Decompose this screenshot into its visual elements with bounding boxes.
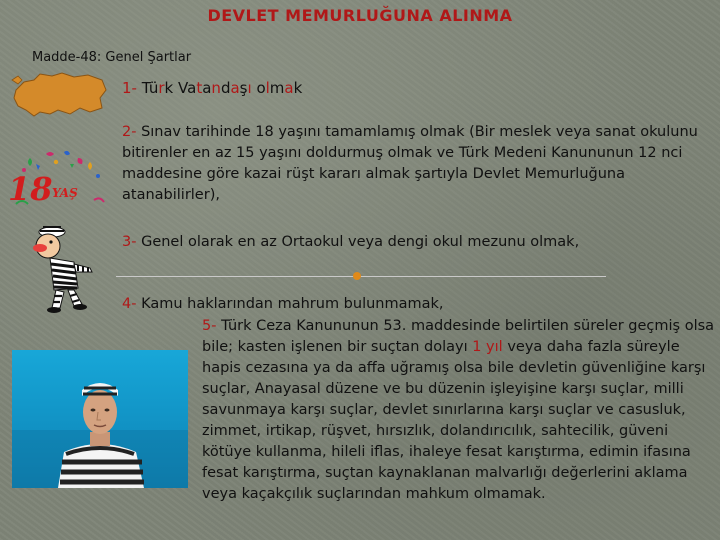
slide-title: DEVLET MEMURLUĞUNA ALINMA bbox=[207, 6, 513, 25]
requirement-5-text-after: veya daha fazla süreyle hapis cezasına ya da affa uğramış olsa bile devletin güvenliğine karşı suçlar, Anayasal düzene ve bu düzenin işleyişine karşı suçlar, milli savunmaya karşı suçlar, devlet sınırlarına karşı suçlar ve casusluk, zimmet, irtikap, rüşvet, hırsızlık, dolandırıcılık, sahtecilik, güveni kötüye kullanma, hileli iflas, ihaleye fesat karıştırma, edimin ifasına fesat karıştırma, suçtan kaynaklanan malvarlığı değerlerini aklama veya kaçakçılık suçlarından mahkum olmamak. bbox=[202, 339, 706, 502]
requirement-3-text: Genel olarak en az Ortaokul veya dengi okul mezunu olmak, bbox=[141, 234, 580, 250]
requirement-2-text: Sınav tarihinde 18 yaşını tamamlamış olmak (Bir meslek veya sanat okulunu bitirenler en az 15 yaşını doldurmuş olmak ve Türk Medeni Kanununun 12 nci maddesine göre kazai rüşt kararı almak şartıyla Devlet Memurluğuna atanabilirler), bbox=[122, 124, 698, 203]
requirement-4-text: Kamu haklarından mahrum bulunmamak, bbox=[141, 296, 444, 312]
turkey-map-icon bbox=[10, 68, 110, 122]
requirement-5-text-before: Türk Ceza Kanununun 53. maddesinde belirtilen süreler geçmiş olsa bile; kasten işlenen bir suçtan dolayı bbox=[202, 318, 715, 355]
requirement-1-text: Türk Vatandaşı olmak bbox=[141, 79, 303, 97]
article-subtitle: Madde-48: Genel Şartlar bbox=[32, 50, 192, 65]
prisoner-cartoon-icon bbox=[30, 222, 98, 314]
requirement-number: 3- bbox=[122, 234, 137, 250]
requirement-2 bbox=[122, 122, 712, 206]
divider-dot bbox=[353, 272, 361, 280]
requirement-4 bbox=[122, 294, 444, 315]
requirement-number: 1- bbox=[122, 79, 137, 97]
requirement-5 bbox=[202, 316, 718, 505]
section-divider bbox=[116, 276, 606, 277]
requirement-number: 4- bbox=[122, 296, 137, 312]
requirement-5-highlight: 1 yıl bbox=[472, 339, 503, 355]
requirement-number: 5- bbox=[202, 318, 217, 334]
birthday-number: 18 bbox=[8, 170, 53, 208]
birthday-word: YAŞ bbox=[52, 186, 78, 200]
requirement-number: 2- bbox=[122, 124, 137, 140]
requirement-3 bbox=[122, 232, 579, 253]
requirement-1 bbox=[122, 78, 302, 99]
prisoner-photo bbox=[12, 350, 188, 488]
